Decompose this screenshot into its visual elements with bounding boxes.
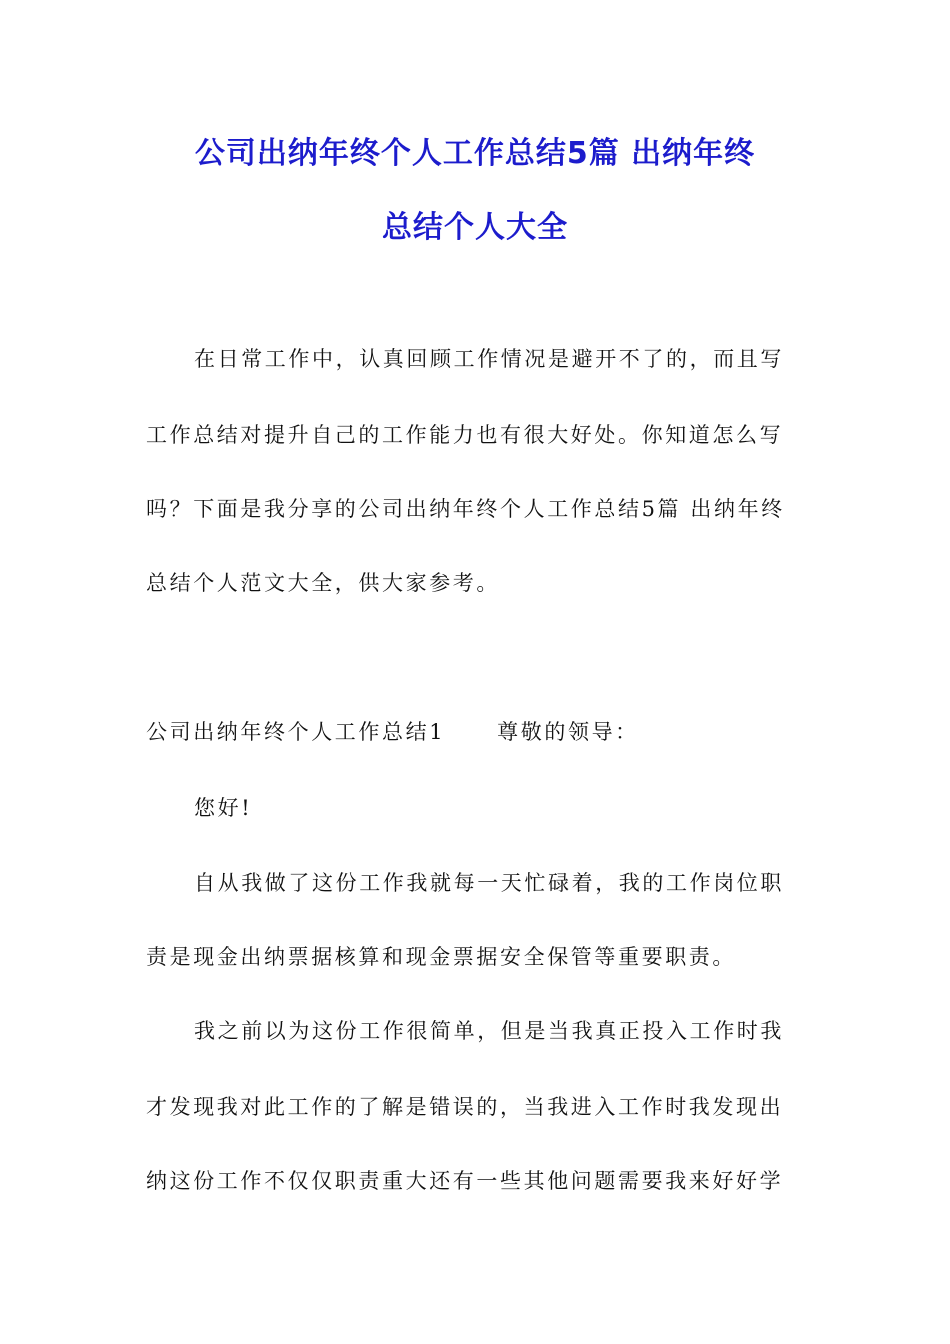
salutation: 尊敬的领导： [497, 720, 639, 744]
intro-line-4: 总结个人范文大全，供大家参考。 [146, 571, 500, 595]
section-heading: 公司出纳年终个人工作总结1 [146, 720, 446, 744]
document-title-line-2: 总结个人大全 [382, 210, 568, 245]
greeting: 您好! [194, 796, 253, 820]
section-heading-row [146, 717, 806, 747]
intro-line-2: 工作总结对提升自己的工作能力也有很大好处。你知道怎么写 [146, 423, 784, 447]
paragraph-1-line-2: 责是现金出纳票据核算和现金票据安全保管等重要职责。 [146, 945, 736, 969]
document-title-line-1: 公司出纳年终个人工作总结5篇 出纳年终 [194, 136, 756, 171]
intro-line-3: 吗？下面是我分享的公司出纳年终个人工作总结5篇 出纳年终 [146, 497, 785, 521]
paragraph-2-line-3: 纳这份工作不仅仅职责重大还有一些其他问题需要我来好好学 [146, 1169, 784, 1193]
intro-line-1: 在日常工作中，认真回顾工作情况是避开不了的，而且写 [194, 347, 784, 371]
paragraph-1-line-1: 自从我做了这份工作我就每一天忙碌着，我的工作岗位职 [194, 871, 784, 895]
paragraph-2-line-2: 才发现我对此工作的了解是错误的，当我进入工作时我发现出 [146, 1095, 784, 1119]
paragraph-2-line-1: 我之前以为这份工作很简单，但是当我真正投入工作时我 [194, 1019, 784, 1043]
